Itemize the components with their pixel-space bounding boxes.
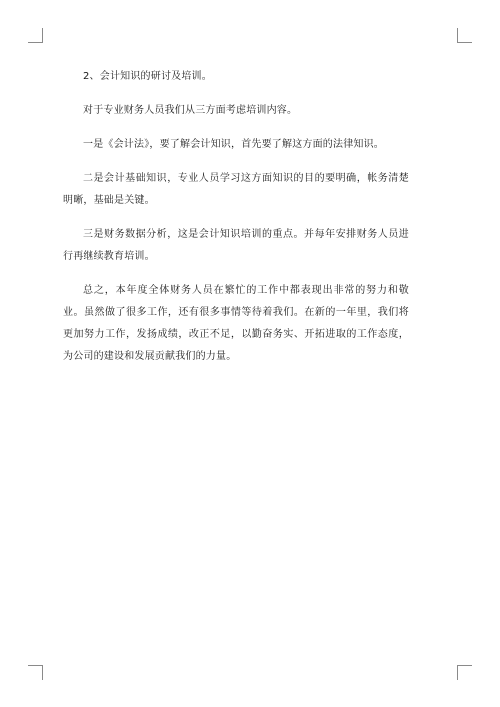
crop-mark-bottom-right — [457, 665, 472, 680]
paragraph-point-two: 二是会计基础知识，专业人员学习这方面知识的目的要明确，帐务清楚明晰，基础是关键。 — [63, 173, 409, 206]
paragraph-section-heading: 2、会计知识的研讨及培训。 — [83, 71, 212, 82]
document-body — [63, 66, 409, 380]
paragraph-intro: 对于专业财务人员我们从三方面考虑培训内容。 — [83, 105, 298, 116]
paragraph-summary: 总之，本年度全体财务人员在繁忙的工作中都表现出非常的努力和敬业。虽然做了很多工作，还有很多事情等待着我们。在新的一年里，我们将更加努力工作，发扬成绩，改正不足，以勤奋务实、开拓进取的工作态度，为公司的建设和发展贡献我们的力量。 — [63, 285, 409, 362]
paragraph-point-one: 一是《会计法》，要了解会计知识，首先要了解这方面的法律知识。 — [83, 139, 384, 150]
crop-mark-top-left — [28, 28, 43, 43]
crop-mark-top-right — [457, 28, 472, 43]
crop-mark-bottom-left — [28, 665, 43, 680]
paragraph-point-three: 三是财务数据分析，这是会计知识培训的重点。并每年安排财务人员进行再继续教育培训。 — [63, 229, 409, 262]
